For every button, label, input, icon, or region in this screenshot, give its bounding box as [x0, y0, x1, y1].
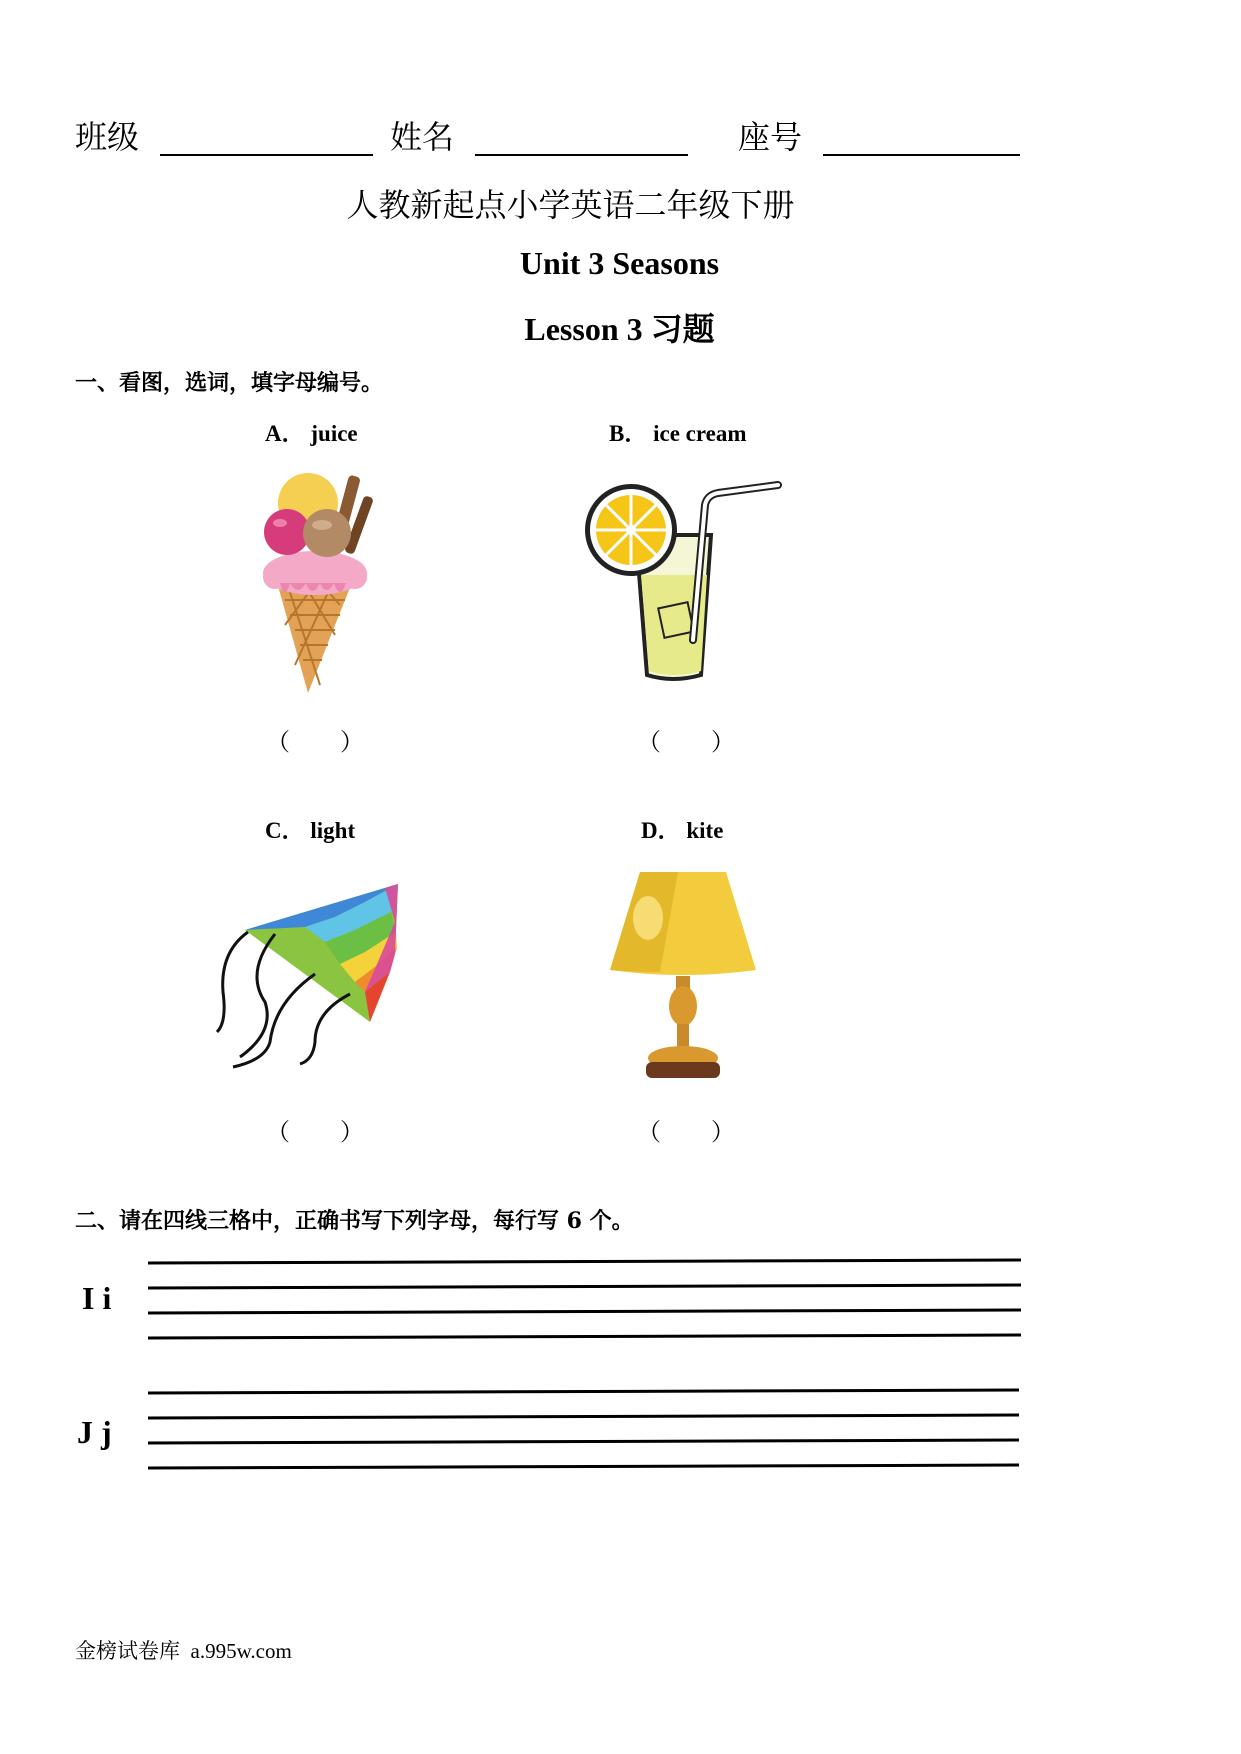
footer-source: 金榜试卷库 a.995w.com	[75, 1639, 292, 1663]
option-a: A． juice	[265, 421, 358, 446]
paren-close: ）	[711, 1118, 735, 1146]
answer-blank-b[interactable]	[637, 722, 735, 757]
name-input-line[interactable]	[475, 154, 688, 156]
section1-heading: 一、看图，选词，填字母编号。	[75, 370, 384, 396]
worksheet-title: 人教新起点小学英语二年级下册	[346, 186, 795, 224]
paren-open: （	[637, 728, 661, 756]
paren-close: ）	[711, 728, 735, 756]
option-b-letter: B	[609, 421, 625, 446]
class-label: 班级	[75, 118, 140, 156]
option-c-word: light	[310, 818, 356, 843]
unit-title: Unit 3 Seasons	[519, 245, 720, 281]
option-b: B． ice cream	[609, 421, 747, 446]
paren-open: （	[266, 1118, 290, 1146]
answer-blank-d[interactable]	[637, 1112, 735, 1147]
lemonade-icon	[583, 475, 783, 685]
four-line-grid-1[interactable]	[145, 1258, 1025, 1358]
kite-icon	[215, 882, 405, 1072]
option-d-letter: D	[641, 818, 658, 843]
class-input-line[interactable]	[160, 154, 373, 156]
ice-cream-icon	[240, 465, 380, 695]
paren-close: ）	[340, 1118, 364, 1146]
answer-blank-a[interactable]	[266, 722, 364, 757]
option-c: C． light	[265, 818, 356, 843]
lamp-icon	[608, 868, 758, 1083]
option-d: D． kite	[641, 818, 724, 843]
writing-row-label: I i	[82, 1280, 112, 1316]
four-line-grid-2[interactable]	[145, 1388, 1025, 1488]
paren-close: ）	[340, 728, 364, 756]
option-b-word: ice cream	[653, 421, 747, 446]
option-d-word: kite	[686, 818, 724, 843]
option-c-letter: C	[265, 818, 282, 843]
lesson-title: Lesson 3 习题	[524, 311, 715, 347]
option-a-letter: A	[265, 421, 282, 446]
paren-open: （	[637, 1118, 661, 1146]
seat-input-line[interactable]	[823, 154, 1020, 156]
paren-open: （	[266, 728, 290, 756]
seat-label: 座号	[738, 118, 803, 156]
writing-row-label: J j	[77, 1414, 112, 1450]
section2-heading: 二、请在四线三格中，正确书写下列字母，每行写 6 个。	[75, 1208, 634, 1234]
answer-blank-c[interactable]	[266, 1112, 364, 1147]
option-a-word: juice	[310, 421, 358, 446]
name-label: 姓名	[390, 118, 455, 156]
